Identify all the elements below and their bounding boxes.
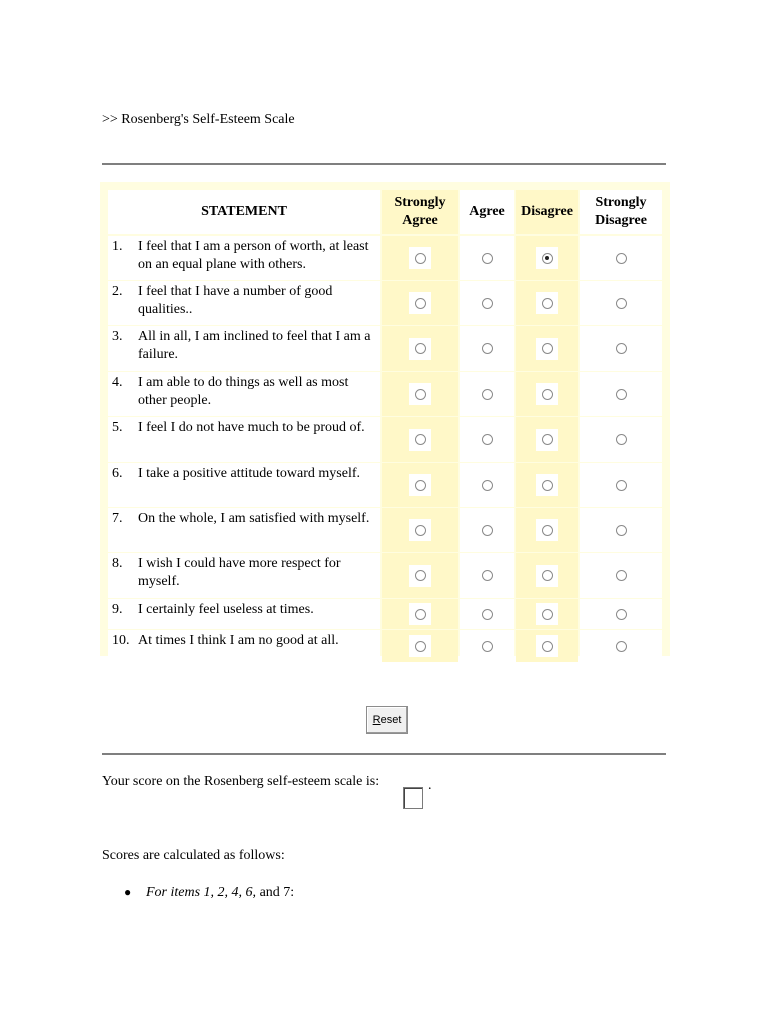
statement-text: I am able to do things as well as most other people.: [138, 375, 349, 408]
response-cell-agree: [460, 372, 514, 416]
radio-container: [476, 635, 498, 657]
response-cell-strongly-agree: [382, 326, 458, 371]
header-agree: Agree: [460, 190, 514, 234]
statement-cell: [108, 463, 380, 507]
calculation-intro: Scores are calculated as follows:: [102, 848, 285, 863]
radio-q5-disagree[interactable]: [542, 434, 553, 445]
radio-q7-strongly-agree[interactable]: [415, 525, 426, 536]
radio-container: [409, 429, 431, 451]
radio-container: [536, 519, 558, 541]
statement-cell: [108, 417, 380, 462]
radio-container: [610, 519, 632, 541]
radio-q3-strongly-agree[interactable]: [415, 343, 426, 354]
response-cell-agree: [460, 463, 514, 507]
statement-number: 1.: [112, 239, 123, 254]
response-cell-strongly-agree: [382, 599, 458, 629]
radio-q1-disagree[interactable]: [542, 253, 553, 264]
radio-q3-disagree[interactable]: [542, 343, 553, 354]
radio-container: [610, 565, 632, 587]
header-disagree: Disagree: [516, 190, 578, 234]
radio-q4-strongly-agree[interactable]: [415, 389, 426, 400]
statement-number: 7.: [112, 511, 123, 526]
response-cell-strongly-agree: [382, 236, 458, 280]
radio-container: [476, 292, 498, 314]
radio-q5-strongly-agree[interactable]: [415, 434, 426, 445]
radio-container: [536, 292, 558, 314]
radio-container: [536, 338, 558, 360]
response-cell-strongly-agree: [382, 281, 458, 325]
response-cell-strongly-disagree: [580, 553, 662, 598]
scoring-items-italic: For items 1, 2, 4, 6,: [146, 885, 257, 900]
top-divider: [102, 163, 666, 165]
statement-text: I take a positive attitude toward myself.: [138, 466, 360, 481]
radio-q7-disagree[interactable]: [542, 525, 553, 536]
score-field[interactable]: [403, 787, 423, 809]
response-cell-agree: [460, 553, 514, 598]
response-cell-disagree: [516, 326, 578, 371]
radio-q6-agree[interactable]: [482, 480, 493, 491]
radio-q1-agree[interactable]: [482, 253, 493, 264]
radio-q4-disagree[interactable]: [542, 389, 553, 400]
radio-q4-agree[interactable]: [482, 389, 493, 400]
response-cell-strongly-agree: [382, 508, 458, 552]
radio-container: [610, 474, 632, 496]
scoring-items-rest: and 7:: [256, 885, 295, 900]
radio-container: [476, 338, 498, 360]
header-statement: STATEMENT: [108, 190, 380, 234]
radio-container: [409, 474, 431, 496]
radio-q10-agree[interactable]: [482, 641, 493, 652]
response-cell-strongly-disagree: [580, 236, 662, 280]
statement-text: I certainly feel useless at times.: [138, 602, 314, 617]
radio-container: [476, 519, 498, 541]
radio-container: [409, 247, 431, 269]
radio-q5-agree[interactable]: [482, 434, 493, 445]
response-cell-disagree: [516, 553, 578, 598]
radio-container: [610, 635, 632, 657]
radio-q8-disagree[interactable]: [542, 570, 553, 581]
bottom-divider: [102, 753, 666, 755]
radio-q1-strongly-agree[interactable]: [415, 253, 426, 264]
response-cell-agree: [460, 236, 514, 280]
radio-container: [409, 635, 431, 657]
response-cell-disagree: [516, 463, 578, 507]
radio-q8-agree[interactable]: [482, 570, 493, 581]
statement-cell: [108, 553, 380, 598]
response-cell-agree: [460, 508, 514, 552]
radio-container: [610, 292, 632, 314]
response-cell-agree: [460, 630, 514, 662]
score-suffix: .: [428, 778, 432, 793]
response-cell-strongly-disagree: [580, 508, 662, 552]
response-cell-strongly-disagree: [580, 599, 662, 629]
radio-q8-strongly-disagree[interactable]: [616, 570, 627, 581]
response-cell-disagree: [516, 417, 578, 462]
radio-q6-strongly-agree[interactable]: [415, 480, 426, 491]
radio-container: [476, 247, 498, 269]
radio-q6-disagree[interactable]: [542, 480, 553, 491]
radio-container: [536, 383, 558, 405]
header-strongly-disagree: Strongly Disagree: [580, 190, 662, 234]
statement-number: 6.: [112, 466, 123, 481]
radio-container: [610, 603, 632, 625]
radio-q9-strongly-agree[interactable]: [415, 609, 426, 620]
radio-container: [476, 603, 498, 625]
radio-q9-strongly-disagree[interactable]: [616, 609, 627, 620]
radio-q4-strongly-disagree[interactable]: [616, 389, 627, 400]
reset-label: eset: [380, 714, 402, 726]
statement-number: 4.: [112, 375, 123, 390]
radio-q6-strongly-disagree[interactable]: [616, 480, 627, 491]
response-cell-strongly-disagree: [580, 326, 662, 371]
statement-number: 3.: [112, 329, 123, 344]
statement-cell: [108, 372, 380, 416]
statement-cell: [108, 599, 380, 629]
response-cell-disagree: [516, 630, 578, 662]
statement-number: 2.: [112, 284, 123, 299]
self-esteem-survey-table: [100, 182, 670, 656]
radio-q2-strongly-disagree[interactable]: [616, 298, 627, 309]
radio-q10-strongly-agree[interactable]: [415, 641, 426, 652]
radio-container: [409, 565, 431, 587]
radio-container: [476, 383, 498, 405]
radio-container: [610, 338, 632, 360]
response-cell-strongly-disagree: [580, 281, 662, 325]
statement-text: I wish I could have more respect for myself.: [138, 556, 341, 589]
radio-q10-strongly-disagree[interactable]: [616, 641, 627, 652]
response-cell-strongly-disagree: [580, 372, 662, 416]
response-cell-disagree: [516, 236, 578, 280]
radio-container: [409, 383, 431, 405]
radio-q2-disagree[interactable]: [542, 298, 553, 309]
radio-container: [536, 603, 558, 625]
radio-container: [536, 247, 558, 269]
radio-container: [536, 635, 558, 657]
statement-cell: [108, 508, 380, 552]
radio-q8-strongly-agree[interactable]: [415, 570, 426, 581]
page-breadcrumb: >> Rosenberg's Self-Esteem Scale: [102, 112, 295, 127]
radio-container: [476, 565, 498, 587]
radio-container: [476, 474, 498, 496]
header-strongly-agree: Strongly Agree: [382, 190, 458, 234]
response-cell-strongly-agree: [382, 372, 458, 416]
statement-text: I feel that I have a number of good qualities..: [138, 284, 333, 317]
response-cell-agree: [460, 281, 514, 325]
radio-q2-agree[interactable]: [482, 298, 493, 309]
radio-container: [610, 429, 632, 451]
radio-q9-disagree[interactable]: [542, 609, 553, 620]
radio-container: [409, 338, 431, 360]
radio-container: [536, 474, 558, 496]
response-cell-disagree: [516, 281, 578, 325]
radio-q1-strongly-disagree[interactable]: [616, 253, 627, 264]
scoring-bullet-text: [146, 885, 294, 901]
radio-q7-agree[interactable]: [482, 525, 493, 536]
statement-text: At times I think I am no good at all.: [138, 633, 339, 648]
bullet-icon: ●: [124, 885, 132, 899]
response-cell-disagree: [516, 599, 578, 629]
response-cell-agree: [460, 599, 514, 629]
statement-cell: [108, 236, 380, 280]
statement-number: 8.: [112, 556, 123, 571]
radio-q10-disagree[interactable]: [542, 641, 553, 652]
response-cell-strongly-agree: [382, 630, 458, 662]
radio-q3-agree[interactable]: [482, 343, 493, 354]
scoring-bullet: [124, 885, 294, 901]
statement-number: 9.: [112, 602, 123, 617]
statement-number: 5.: [112, 420, 123, 435]
statement-cell: [108, 326, 380, 371]
response-cell-strongly-disagree: [580, 630, 662, 662]
response-cell-strongly-disagree: [580, 417, 662, 462]
statement-cell: [108, 630, 380, 662]
statement-text: I feel that I am a person of worth, at least on an equal plane with others.: [138, 239, 369, 272]
radio-container: [409, 519, 431, 541]
radio-container: [476, 429, 498, 451]
response-cell-agree: [460, 326, 514, 371]
radio-container: [409, 603, 431, 625]
radio-container: [610, 383, 632, 405]
reset-button[interactable]: [366, 706, 408, 734]
response-cell-strongly-agree: [382, 463, 458, 507]
statement-number: 10.: [112, 633, 130, 648]
statement-text: All in all, I am inclined to feel that I am a failure.: [138, 329, 371, 362]
statement-text: I feel I do not have much to be proud of.: [138, 420, 365, 435]
score-label: Your score on the Rosenberg self-esteem scale is:: [102, 774, 380, 789]
radio-container: [610, 247, 632, 269]
response-cell-strongly-agree: [382, 553, 458, 598]
radio-q2-strongly-agree[interactable]: [415, 298, 426, 309]
radio-container: [536, 429, 558, 451]
response-cell-disagree: [516, 508, 578, 552]
response-cell-strongly-disagree: [580, 463, 662, 507]
radio-q9-agree[interactable]: [482, 609, 493, 620]
response-cell-disagree: [516, 372, 578, 416]
radio-q3-strongly-disagree[interactable]: [616, 343, 627, 354]
radio-q5-strongly-disagree[interactable]: [616, 434, 627, 445]
response-cell-strongly-agree: [382, 417, 458, 462]
reset-accesskey: R: [372, 714, 381, 726]
response-cell-agree: [460, 417, 514, 462]
statement-cell: [108, 281, 380, 325]
statement-text: On the whole, I am satisfied with myself.: [138, 511, 370, 526]
radio-container: [536, 565, 558, 587]
radio-q7-strongly-disagree[interactable]: [616, 525, 627, 536]
radio-container: [409, 292, 431, 314]
